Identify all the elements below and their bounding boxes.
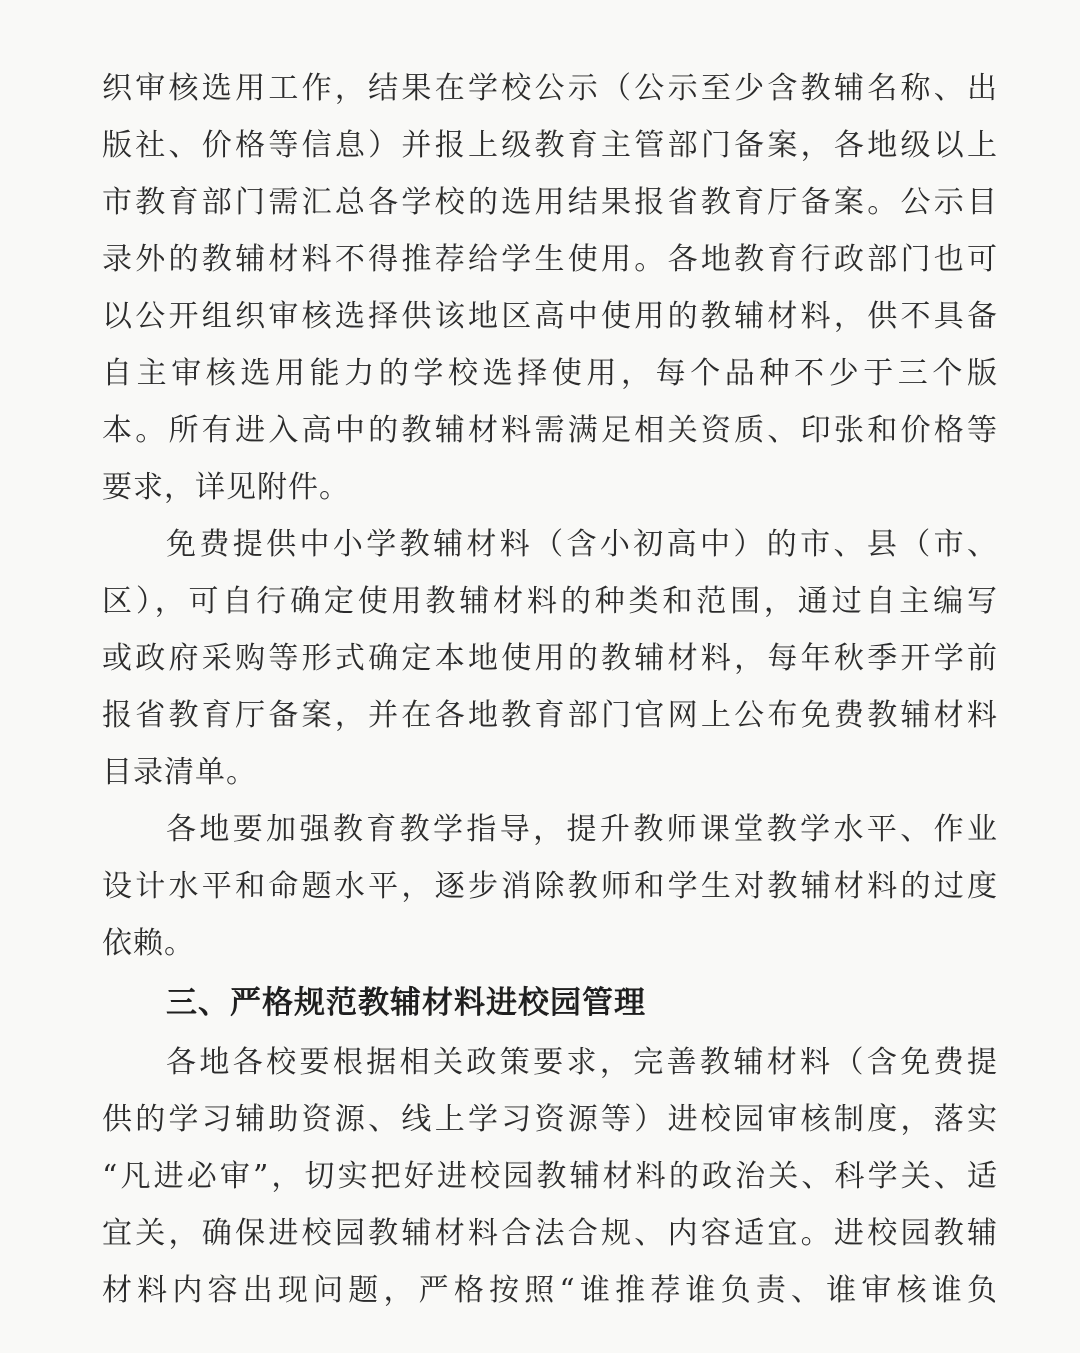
- text-line: 录外的教辅材料不得推荐给学生使用。各地教育行政部门也可: [102, 242, 998, 277]
- text-line: 宜关，确保进校园教辅材料合法合规、内容适宜。进校园教辅: [102, 1216, 998, 1251]
- paragraph-first-line: 各地各校要根据相关政策要求，完善教辅材料（含免费提: [166, 1045, 998, 1080]
- text-line: 材料内容出现问题，严格按照“谁推荐谁负责、谁审核谁负: [102, 1273, 998, 1308]
- text-line: 织审核选用工作，结果在学校公示（公示至少含教辅名称、出: [102, 71, 998, 106]
- text-line: 或政府采购等形式确定本地使用的教辅材料，每年秋季开学前: [102, 641, 998, 676]
- document-body: [102, 60, 998, 1319]
- text-line: 供的学习辅助资源、线上学习资源等）进校园审核制度，落实: [102, 1102, 998, 1137]
- text-line: 依赖。: [102, 926, 195, 961]
- paragraph-first-line: 免费提供中小学教辅材料（含小初高中）的市、县（市、: [166, 527, 998, 562]
- text-line: 设计水平和命题水平，逐步消除教师和学生对教辅材料的过度: [102, 869, 998, 904]
- text-line: “凡进必审”，切实把好进校园教辅材料的政治关、科学关、适: [102, 1159, 998, 1194]
- text-line: 市教育部门需汇总各学校的选用结果报省教育厅备案。公示目: [102, 185, 998, 220]
- text-line: 以公开组织审核选择供该地区高中使用的教辅材料，供不具备: [102, 299, 998, 334]
- text-line: 版社、价格等信息）并报上级教育主管部门备案，各地级以上: [102, 128, 998, 163]
- text-line: 报省教育厅备案，并在各地教育部门官网上公布免费教辅材料: [102, 698, 998, 733]
- text-line: 区），可自行确定使用教辅材料的种类和范围，通过自主编写: [102, 584, 998, 619]
- paragraph-first-line: 各地要加强教育教学指导，提升教师课堂教学水平、作业: [166, 812, 998, 847]
- text-line: 本。所有进入高中的教辅材料需满足相关资质、印张和价格等: [102, 413, 998, 448]
- text-line: 要求，详见附件。: [102, 470, 350, 505]
- text-line: 自主审核选用能力的学校选择使用，每个品种不少于三个版: [102, 356, 998, 391]
- section-heading: 三、严格规范教辅材料进校园管理: [166, 985, 646, 1021]
- text-line: 目录清单。: [102, 755, 257, 790]
